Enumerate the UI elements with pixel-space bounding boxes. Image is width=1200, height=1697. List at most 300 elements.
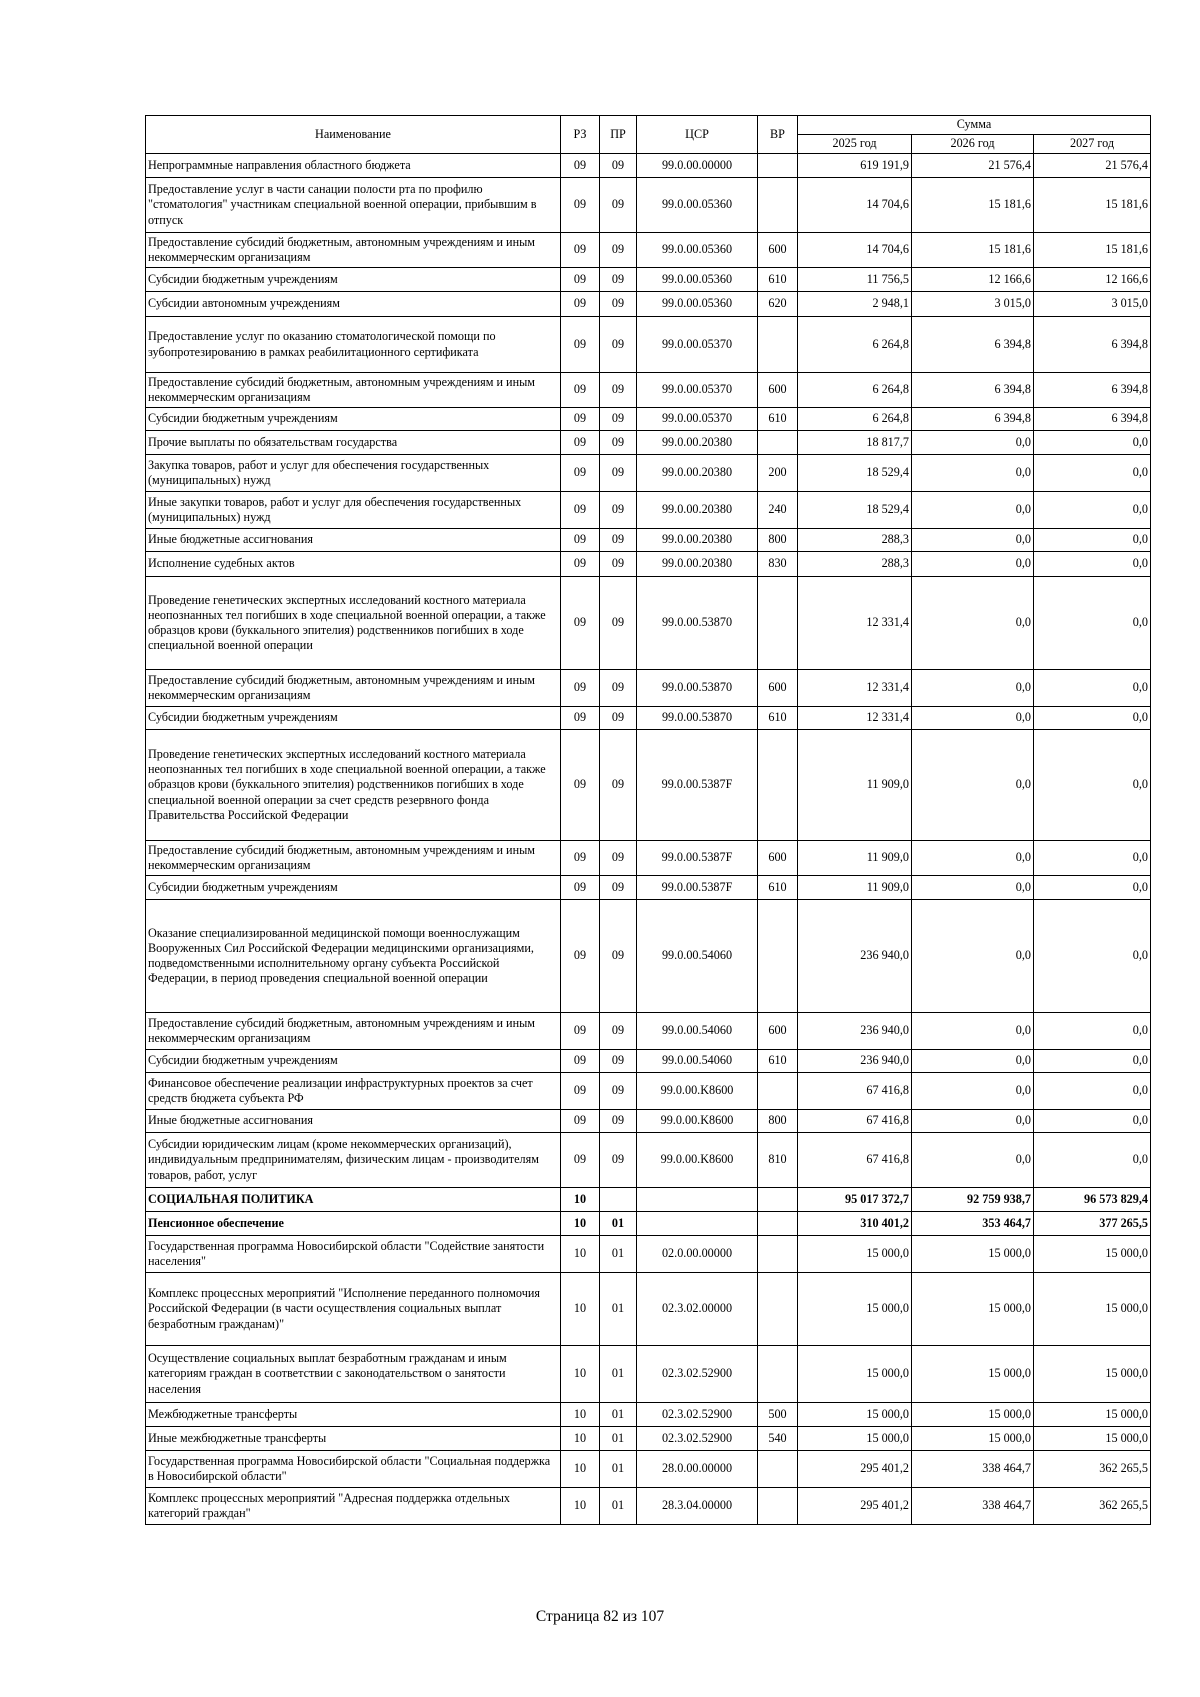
cell-2027: 3 015,0 [1034,292,1151,317]
cell-vr: 600 [758,841,798,876]
cell-vr [758,1073,798,1110]
cell-2027: 362 265,5 [1034,1451,1151,1488]
cell-2026: 15 000,0 [912,1236,1034,1273]
table-row [146,577,1151,670]
cell-name: Субсидии бюджетным учреждениям [146,876,561,900]
table-row [146,841,1151,876]
cell-2025: 288,3 [798,529,912,552]
cell-csr: 99.0.00.54060 [637,1013,758,1050]
cell-vr [758,178,798,233]
cell-vr [758,1488,798,1525]
cell-2026: 15 000,0 [912,1403,1034,1427]
cell-rz: 10 [561,1346,600,1403]
cell-2027: 0,0 [1034,841,1151,876]
cell-vr: 600 [758,670,798,707]
table-row [146,317,1151,373]
cell-pr: 01 [600,1273,637,1346]
cell-2027: 362 265,5 [1034,1488,1151,1525]
cell-csr: 99.0.00.05360 [637,292,758,317]
cell-name: Закупка товаров, работ и услуг для обеспечения государственных (муниципальных) нужд [146,455,561,492]
cell-rz: 10 [561,1236,600,1273]
cell-vr: 540 [758,1427,798,1451]
cell-pr: 09 [600,730,637,841]
cell-2025: 619 191,9 [798,154,912,178]
cell-rz: 09 [561,317,600,373]
cell-csr: 99.0.00.20380 [637,529,758,552]
cell-rz: 09 [561,408,600,431]
table-row [146,1050,1151,1073]
cell-2025: 14 704,6 [798,233,912,268]
cell-pr: 09 [600,552,637,577]
cell-2026: 6 394,8 [912,373,1034,408]
header-year-2026: 2026 год [912,135,1034,154]
header-vr: ВР [758,116,798,154]
cell-vr: 610 [758,408,798,431]
cell-2026: 0,0 [912,670,1034,707]
table-row [146,233,1151,268]
cell-name: Государственная программа Новосибирской области "Социальная поддержка в Новосибирской области" [146,1451,561,1488]
table-row [146,1073,1151,1110]
cell-csr: 99.0.00.05370 [637,408,758,431]
cell-name: Предоставление субсидий бюджетным, автономным учреждениям и иным некоммерческим организациям [146,373,561,408]
cell-2026: 21 576,4 [912,154,1034,178]
cell-2027: 0,0 [1034,529,1151,552]
cell-pr: 01 [600,1488,637,1525]
cell-rz: 09 [561,577,600,670]
table-row [146,1110,1151,1133]
cell-name: Пенсионное обеспечение [146,1212,561,1236]
cell-vr: 620 [758,292,798,317]
cell-csr [637,1212,758,1236]
cell-csr: 99.0.00.54060 [637,1050,758,1073]
cell-name: Иные бюджетные ассигнования [146,1110,561,1133]
budget-table [145,115,1151,1525]
table-row [146,178,1151,233]
table-row [146,1273,1151,1346]
cell-name: Субсидии бюджетным учреждениям [146,1050,561,1073]
cell-2026: 92 759 938,7 [912,1188,1034,1212]
header-name: Наименование [146,116,561,154]
cell-csr [637,1188,758,1212]
cell-vr [758,577,798,670]
cell-vr [758,730,798,841]
cell-pr: 09 [600,900,637,1013]
cell-csr: 99.0.00.20380 [637,552,758,577]
cell-2026: 0,0 [912,577,1034,670]
table-row [146,268,1151,292]
cell-pr: 09 [600,492,637,529]
cell-name: СОЦИАЛЬНАЯ ПОЛИТИКА [146,1188,561,1212]
cell-2026: 0,0 [912,707,1034,730]
cell-2027: 0,0 [1034,577,1151,670]
cell-2026: 6 394,8 [912,317,1034,373]
cell-rz: 10 [561,1403,600,1427]
cell-csr: 02.3.02.52900 [637,1346,758,1403]
cell-2026: 15 181,6 [912,178,1034,233]
cell-2027: 0,0 [1034,1133,1151,1188]
cell-2026: 0,0 [912,841,1034,876]
cell-rz: 09 [561,730,600,841]
cell-rz: 09 [561,670,600,707]
cell-vr: 610 [758,707,798,730]
cell-csr: 99.0.00.00000 [637,154,758,178]
cell-vr: 200 [758,455,798,492]
cell-2025: 2 948,1 [798,292,912,317]
cell-2025: 295 401,2 [798,1488,912,1525]
cell-2025: 15 000,0 [798,1236,912,1273]
cell-2027: 0,0 [1034,900,1151,1013]
cell-csr: 02.0.00.00000 [637,1236,758,1273]
cell-2026: 0,0 [912,900,1034,1013]
cell-2026: 0,0 [912,455,1034,492]
table-row [146,1212,1151,1236]
cell-rz: 09 [561,373,600,408]
table-row [146,900,1151,1013]
cell-pr: 01 [600,1403,637,1427]
table-row [146,1427,1151,1451]
cell-csr: 99.0.00.K8600 [637,1110,758,1133]
cell-rz: 09 [561,876,600,900]
cell-csr: 28.3.04.00000 [637,1488,758,1525]
cell-rz: 10 [561,1427,600,1451]
cell-2025: 310 401,2 [798,1212,912,1236]
cell-pr: 09 [600,268,637,292]
cell-vr [758,1212,798,1236]
cell-rz: 09 [561,1073,600,1110]
cell-2025: 67 416,8 [798,1073,912,1110]
cell-vr: 600 [758,373,798,408]
cell-2027: 6 394,8 [1034,317,1151,373]
cell-rz: 09 [561,1110,600,1133]
cell-pr: 09 [600,1050,637,1073]
cell-name: Предоставление субсидий бюджетным, автономным учреждениям и иным некоммерческим организациям [146,841,561,876]
cell-rz: 09 [561,178,600,233]
header-csr: ЦСР [637,116,758,154]
cell-csr: 99.0.00.05360 [637,268,758,292]
table-row [146,1236,1151,1273]
cell-2026: 0,0 [912,1013,1034,1050]
cell-2027: 0,0 [1034,431,1151,455]
page-number: Страница 82 из 107 [535,1608,665,1625]
cell-csr: 99.0.00.05360 [637,233,758,268]
cell-2027: 21 576,4 [1034,154,1151,178]
cell-2027: 0,0 [1034,552,1151,577]
cell-2027: 12 166,6 [1034,268,1151,292]
cell-2025: 236 940,0 [798,1013,912,1050]
table-row [146,876,1151,900]
cell-pr: 09 [600,529,637,552]
cell-vr: 600 [758,1013,798,1050]
cell-vr [758,1188,798,1212]
cell-2027: 0,0 [1034,492,1151,529]
cell-2027: 15 000,0 [1034,1236,1151,1273]
cell-csr: 99.0.00.53870 [637,707,758,730]
cell-2027: 15 181,6 [1034,233,1151,268]
cell-pr: 01 [600,1212,637,1236]
cell-csr: 99.0.00.5387F [637,730,758,841]
cell-2025: 15 000,0 [798,1346,912,1403]
cell-rz: 10 [561,1188,600,1212]
cell-rz: 09 [561,455,600,492]
cell-2025: 67 416,8 [798,1110,912,1133]
cell-2026: 15 000,0 [912,1427,1034,1451]
cell-vr [758,1273,798,1346]
cell-csr: 99.0.00.05370 [637,373,758,408]
cell-rz: 09 [561,1013,600,1050]
cell-2026: 0,0 [912,529,1034,552]
cell-rz: 09 [561,1133,600,1188]
cell-vr [758,1451,798,1488]
cell-2027: 15 000,0 [1034,1346,1151,1403]
cell-2027: 6 394,8 [1034,373,1151,408]
cell-csr: 99.0.00.K8600 [637,1073,758,1110]
cell-pr: 09 [600,373,637,408]
cell-name: Финансовое обеспечение реализации инфраструктурных проектов за счет средств бюджета субъекта РФ [146,1073,561,1110]
cell-2025: 12 331,4 [798,577,912,670]
cell-name: Непрограммные направления областного бюджета [146,154,561,178]
cell-rz: 09 [561,707,600,730]
table-row [146,707,1151,730]
cell-2027: 0,0 [1034,1013,1151,1050]
table-row [146,529,1151,552]
header-year-2027: 2027 год [1034,135,1151,154]
cell-2027: 15 000,0 [1034,1427,1151,1451]
cell-2025: 11 909,0 [798,876,912,900]
cell-2026: 0,0 [912,552,1034,577]
cell-2026: 15 181,6 [912,233,1034,268]
cell-name: Исполнение судебных актов [146,552,561,577]
table-row [146,1451,1151,1488]
table-body [146,154,1151,1525]
cell-2025: 11 756,5 [798,268,912,292]
table-row [146,1488,1151,1525]
table-row [146,730,1151,841]
cell-pr: 09 [600,841,637,876]
cell-csr: 99.0.00.5387F [637,876,758,900]
table-row [146,455,1151,492]
cell-name: Комплекс процессных мероприятий "Адресная поддержка отдельных категорий граждан" [146,1488,561,1525]
cell-name: Субсидии юридическим лицам (кроме некоммерческих организаций), индивидуальным предпринимателям, физическим лицам - производителям товаров, работ, услуг [146,1133,561,1188]
cell-csr: 28.0.00.00000 [637,1451,758,1488]
cell-2025: 236 940,0 [798,1050,912,1073]
cell-rz: 10 [561,1451,600,1488]
cell-vr: 610 [758,268,798,292]
cell-pr: 09 [600,707,637,730]
cell-2027: 0,0 [1034,670,1151,707]
cell-2026: 0,0 [912,492,1034,529]
cell-2026: 0,0 [912,1110,1034,1133]
cell-name: Оказание специализированной медицинской помощи военнослужащим Вооруженных Сил Российской Федерации медицинскими организациями, подведомственными исполнительному органу субъекта Российской Федерации, в период проведения специальной военной операции [146,900,561,1013]
cell-name: Иные бюджетные ассигнования [146,529,561,552]
cell-csr: 99.0.00.20380 [637,455,758,492]
cell-pr: 09 [600,670,637,707]
cell-2026: 0,0 [912,876,1034,900]
cell-2025: 6 264,8 [798,408,912,431]
cell-2026: 338 464,7 [912,1451,1034,1488]
cell-pr: 09 [600,431,637,455]
table-row [146,408,1151,431]
cell-csr: 99.0.00.05360 [637,178,758,233]
cell-name: Государственная программа Новосибирской области "Содействие занятости населения" [146,1236,561,1273]
cell-2025: 15 000,0 [798,1403,912,1427]
cell-rz: 09 [561,154,600,178]
cell-2027: 96 573 829,4 [1034,1188,1151,1212]
cell-rz: 09 [561,900,600,1013]
cell-2026: 0,0 [912,1073,1034,1110]
cell-2025: 12 331,4 [798,707,912,730]
cell-pr: 09 [600,1073,637,1110]
cell-2026: 338 464,7 [912,1488,1034,1525]
cell-2027: 0,0 [1034,730,1151,841]
cell-vr [758,1346,798,1403]
cell-pr: 09 [600,154,637,178]
cell-2026: 0,0 [912,730,1034,841]
cell-2026: 0,0 [912,1133,1034,1188]
cell-csr: 02.3.02.52900 [637,1427,758,1451]
cell-pr [600,1188,637,1212]
cell-2026: 15 000,0 [912,1273,1034,1346]
table-row [146,373,1151,408]
cell-2026: 3 015,0 [912,292,1034,317]
cell-rz: 10 [561,1488,600,1525]
header-rz: РЗ [561,116,600,154]
cell-pr: 09 [600,1133,637,1188]
cell-name: Предоставление услуг в части санации полости рта по профилю "стоматология" участникам специальной военной операции, прибывшим в отпуск [146,178,561,233]
cell-rz: 10 [561,1212,600,1236]
cell-pr: 01 [600,1451,637,1488]
cell-rz: 09 [561,552,600,577]
cell-name: Проведение генетических экспертных исследований костного материала неопознанных тел погибших в ходе специальной военной операции, а также образцов крови (буккального эпителия) родственников погибших в ходе специальной военной операции за счет средств резервного фонда Правительства Российской Федерации [146,730,561,841]
cell-name: Предоставление субсидий бюджетным, автономным учреждениям и иным некоммерческим организациям [146,233,561,268]
cell-vr [758,900,798,1013]
cell-vr: 810 [758,1133,798,1188]
cell-csr: 99.0.00.05370 [637,317,758,373]
cell-pr: 09 [600,577,637,670]
cell-pr: 09 [600,1110,637,1133]
cell-2026: 6 394,8 [912,408,1034,431]
table-row [146,1013,1151,1050]
cell-rz: 09 [561,1050,600,1073]
cell-2025: 15 000,0 [798,1273,912,1346]
cell-pr: 09 [600,455,637,492]
cell-rz: 10 [561,1273,600,1346]
cell-name: Межбюджетные трансферты [146,1403,561,1427]
cell-pr: 01 [600,1236,637,1273]
table-row [146,292,1151,317]
cell-pr: 01 [600,1346,637,1403]
cell-vr: 610 [758,876,798,900]
cell-csr: 99.0.00.53870 [637,670,758,707]
cell-csr: 02.3.02.52900 [637,1403,758,1427]
cell-name: Иные межбюджетные трансферты [146,1427,561,1451]
cell-2027: 0,0 [1034,1110,1151,1133]
cell-rz: 09 [561,292,600,317]
cell-vr [758,317,798,373]
cell-name: Субсидии бюджетным учреждениям [146,707,561,730]
table-row [146,670,1151,707]
cell-2025: 12 331,4 [798,670,912,707]
cell-csr: 99.0.00.K8600 [637,1133,758,1188]
cell-2026: 0,0 [912,1050,1034,1073]
cell-2025: 236 940,0 [798,900,912,1013]
cell-pr: 09 [600,876,637,900]
cell-csr: 99.0.00.54060 [637,900,758,1013]
cell-name: Субсидии автономным учреждениям [146,292,561,317]
cell-csr: 99.0.00.5387F [637,841,758,876]
cell-name: Проведение генетических экспертных исследований костного материала неопознанных тел погибших в ходе специальной военной операции, а также образцов крови (буккального эпителия) родственников погибших в ходе специальной военной операции [146,577,561,670]
cell-pr: 09 [600,1013,637,1050]
cell-rz: 09 [561,268,600,292]
cell-vr: 610 [758,1050,798,1073]
cell-2025: 288,3 [798,552,912,577]
cell-2025: 18 529,4 [798,455,912,492]
cell-rz: 09 [561,841,600,876]
cell-2025: 11 909,0 [798,730,912,841]
table-row [146,1133,1151,1188]
cell-2027: 6 394,8 [1034,408,1151,431]
cell-2025: 15 000,0 [798,1427,912,1451]
cell-vr: 800 [758,1110,798,1133]
cell-rz: 09 [561,492,600,529]
cell-vr: 800 [758,529,798,552]
table-row [146,1188,1151,1212]
cell-2025: 14 704,6 [798,178,912,233]
cell-2027: 0,0 [1034,876,1151,900]
cell-vr [758,431,798,455]
table-row [146,154,1151,178]
cell-2027: 0,0 [1034,455,1151,492]
cell-name: Иные закупки товаров, работ и услуг для обеспечения государственных (муниципальных) нужд [146,492,561,529]
cell-vr [758,1236,798,1273]
cell-2027: 15 000,0 [1034,1403,1151,1427]
cell-pr: 09 [600,317,637,373]
table-row [146,492,1151,529]
cell-2027: 0,0 [1034,1073,1151,1110]
cell-rz: 09 [561,529,600,552]
header-year-2025: 2025 год [798,135,912,154]
cell-vr [758,154,798,178]
cell-pr: 09 [600,233,637,268]
header-sum: Сумма [798,116,1151,135]
cell-2025: 6 264,8 [798,373,912,408]
cell-name: Субсидии бюджетным учреждениям [146,408,561,431]
cell-2025: 67 416,8 [798,1133,912,1188]
cell-pr: 01 [600,1427,637,1451]
table-row [146,431,1151,455]
cell-2025: 295 401,2 [798,1451,912,1488]
cell-name: Осуществление социальных выплат безработным гражданам и иным категориям граждан в соответствии с законодательством о занятости населения [146,1346,561,1403]
cell-name: Предоставление услуг по оказанию стоматологической помощи по зубопротезированию в рамках реабилитационного сертификата [146,317,561,373]
cell-vr: 500 [758,1403,798,1427]
cell-csr: 99.0.00.20380 [637,431,758,455]
cell-2026: 353 464,7 [912,1212,1034,1236]
cell-2026: 15 000,0 [912,1346,1034,1403]
cell-vr: 240 [758,492,798,529]
table-row [146,1346,1151,1403]
cell-csr: 02.3.02.00000 [637,1273,758,1346]
cell-2025: 6 264,8 [798,317,912,373]
cell-vr: 600 [758,233,798,268]
cell-2027: 0,0 [1034,707,1151,730]
cell-vr: 830 [758,552,798,577]
cell-2027: 377 265,5 [1034,1212,1151,1236]
cell-2025: 11 909,0 [798,841,912,876]
cell-name: Прочие выплаты по обязательствам государства [146,431,561,455]
cell-2025: 18 529,4 [798,492,912,529]
cell-2026: 0,0 [912,431,1034,455]
cell-name: Субсидии бюджетным учреждениям [146,268,561,292]
cell-2027: 0,0 [1034,1050,1151,1073]
